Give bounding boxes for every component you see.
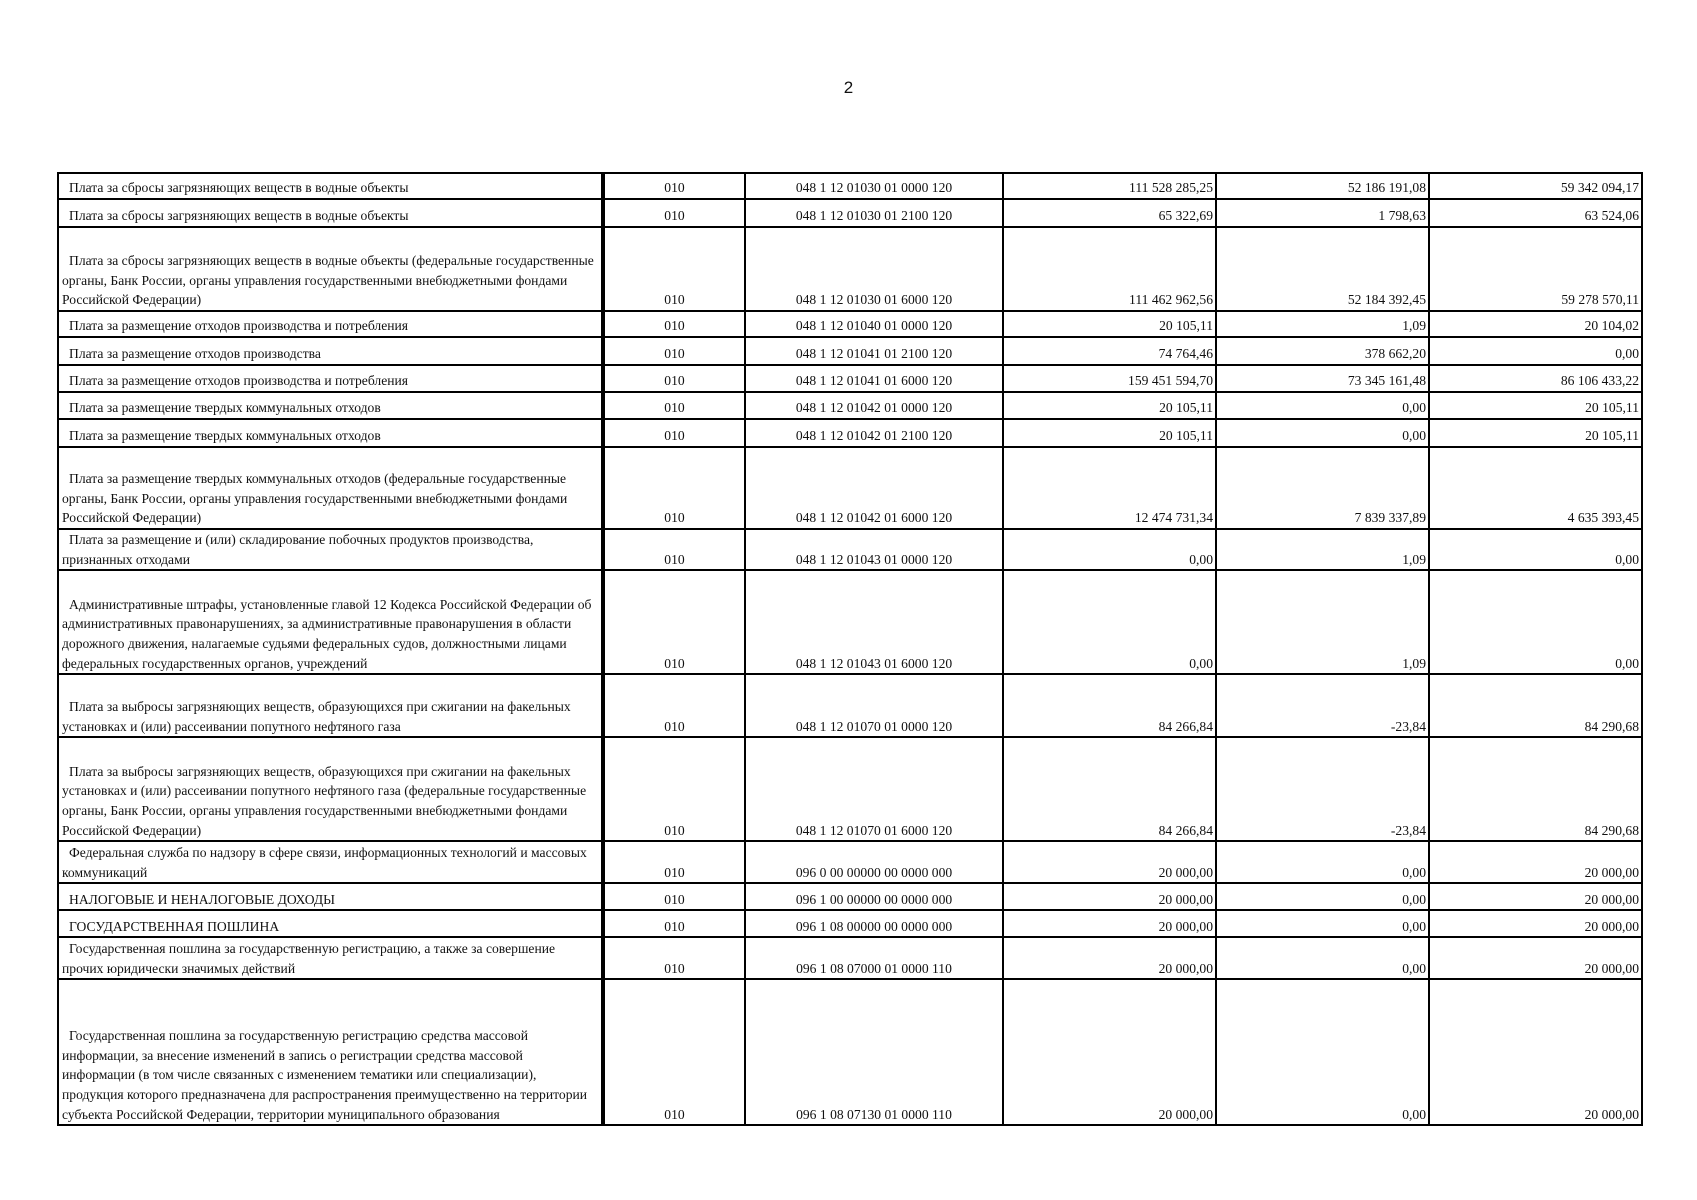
cell-value-2: 0,00	[1216, 392, 1429, 419]
cell-value-2: 1,09	[1216, 529, 1429, 570]
cell-line-code: 010	[603, 937, 745, 979]
cell-budget-code: 048 1 12 01042 01 6000 120	[745, 447, 1003, 529]
cell-line-code: 010	[603, 447, 745, 529]
cell-value-2: 0,00	[1216, 883, 1429, 910]
cell-value-3: 59 342 094,17	[1429, 173, 1642, 199]
cell-value-2: 1,09	[1216, 311, 1429, 337]
table-row	[58, 737, 1642, 841]
table-row	[58, 173, 1642, 199]
table-row	[58, 199, 1642, 227]
cell-line-code: 010	[603, 841, 745, 883]
cell-value-3: 63 524,06	[1429, 199, 1642, 227]
row-name-text: Плата за выбросы загрязняющих веществ, образующихся при сжигании на факельных установках и (или) рассеивании попутного нефтяного газа (федеральные государственные органы, Банк России, органы управления государственными внебюджетными фондами Российской Федерации)	[62, 763, 587, 838]
table-row	[58, 529, 1642, 570]
cell-value-1: 74 764,46	[1003, 337, 1216, 365]
row-name-text: Плата за сбросы загрязняющих веществ в водные объекты	[69, 180, 409, 196]
row-name-text: Плата за размещение отходов производства	[69, 346, 321, 362]
cell-line-code: 010	[603, 737, 745, 841]
cell-value-1: 20 000,00	[1003, 841, 1216, 883]
table-row	[58, 365, 1642, 392]
cell-value-3: 59 278 570,11	[1429, 227, 1642, 311]
cell-budget-code: 048 1 12 01030 01 2100 120	[745, 199, 1003, 227]
row-name-text: Плата за размещение твердых коммунальных отходов (федеральные государственные органы, Банк России, органы управления государственными внебюджетными фондами Российской Федерации)	[62, 471, 568, 526]
cell-name	[58, 365, 603, 392]
cell-name	[58, 570, 603, 674]
cell-value-1: 20 000,00	[1003, 979, 1216, 1125]
cell-line-code: 010	[603, 674, 745, 737]
cell-name	[58, 979, 603, 1125]
cell-value-2: 0,00	[1216, 937, 1429, 979]
cell-budget-code: 048 1 12 01041 01 2100 120	[745, 337, 1003, 365]
cell-line-code: 010	[603, 199, 745, 227]
cell-budget-code: 096 1 08 07130 01 0000 110	[745, 979, 1003, 1125]
revenue-table	[57, 172, 1643, 1126]
cell-value-3: 20 105,11	[1429, 419, 1642, 447]
cell-budget-code: 048 1 12 01043 01 0000 120	[745, 529, 1003, 570]
cell-value-3: 20 104,02	[1429, 311, 1642, 337]
cell-budget-code: 048 1 12 01042 01 2100 120	[745, 419, 1003, 447]
cell-value-3: 20 000,00	[1429, 883, 1642, 910]
cell-budget-code: 048 1 12 01040 01 0000 120	[745, 311, 1003, 337]
cell-value-1: 0,00	[1003, 529, 1216, 570]
cell-name	[58, 419, 603, 447]
cell-line-code: 010	[603, 173, 745, 199]
cell-line-code: 010	[603, 365, 745, 392]
cell-line-code: 010	[603, 529, 745, 570]
cell-budget-code: 048 1 12 01030 01 0000 120	[745, 173, 1003, 199]
row-name-text: НАЛОГОВЫЕ И НЕНАЛОГОВЫЕ ДОХОДЫ	[69, 891, 336, 907]
cell-name	[58, 937, 603, 979]
cell-budget-code: 096 1 00 00000 00 0000 000	[745, 883, 1003, 910]
cell-value-1: 111 462 962,56	[1003, 227, 1216, 311]
cell-value-1: 20 105,11	[1003, 311, 1216, 337]
table-row	[58, 674, 1642, 737]
cell-value-2: 52 186 191,08	[1216, 173, 1429, 199]
cell-budget-code: 048 1 12 01041 01 6000 120	[745, 365, 1003, 392]
cell-budget-code: 048 1 12 01030 01 6000 120	[745, 227, 1003, 311]
cell-name	[58, 173, 603, 199]
cell-value-3: 84 290,68	[1429, 674, 1642, 737]
cell-name	[58, 199, 603, 227]
cell-value-1: 20 105,11	[1003, 392, 1216, 419]
cell-value-2: 378 662,20	[1216, 337, 1429, 365]
cell-line-code: 010	[603, 227, 745, 311]
cell-value-3: 20 105,11	[1429, 392, 1642, 419]
row-name-text: Плата за размещение твердых коммунальных отходов	[69, 428, 381, 444]
cell-value-1: 84 266,84	[1003, 737, 1216, 841]
table-row	[58, 227, 1642, 311]
cell-value-2: 1 798,63	[1216, 199, 1429, 227]
cell-value-2: 0,00	[1216, 419, 1429, 447]
cell-budget-code: 048 1 12 01070 01 6000 120	[745, 737, 1003, 841]
cell-line-code: 010	[603, 337, 745, 365]
cell-budget-code: 096 0 00 00000 00 0000 000	[745, 841, 1003, 883]
cell-line-code: 010	[603, 979, 745, 1125]
cell-line-code: 010	[603, 419, 745, 447]
cell-value-2: 0,00	[1216, 841, 1429, 883]
cell-value-2: 1,09	[1216, 570, 1429, 674]
cell-value-2: 7 839 337,89	[1216, 447, 1429, 529]
cell-name	[58, 910, 603, 937]
cell-value-3: 20 000,00	[1429, 841, 1642, 883]
cell-value-1: 20 105,11	[1003, 419, 1216, 447]
row-name-text: Федеральная служба по надзору в сфере связи, информационных технологий и массовых коммуникаций	[62, 845, 587, 880]
cell-value-3: 0,00	[1429, 337, 1642, 365]
cell-value-1: 159 451 594,70	[1003, 365, 1216, 392]
cell-name	[58, 311, 603, 337]
cell-budget-code: 048 1 12 01042 01 0000 120	[745, 392, 1003, 419]
cell-line-code: 010	[603, 883, 745, 910]
row-name-text: Плата за размещение отходов производства и потребления	[69, 318, 409, 334]
cell-value-1: 12 474 731,34	[1003, 447, 1216, 529]
cell-value-2: 73 345 161,48	[1216, 365, 1429, 392]
cell-value-3: 0,00	[1429, 529, 1642, 570]
cell-value-3: 86 106 433,22	[1429, 365, 1642, 392]
cell-line-code: 010	[603, 392, 745, 419]
cell-name	[58, 392, 603, 419]
cell-value-3: 20 000,00	[1429, 937, 1642, 979]
page-number: 2	[843, 78, 854, 97]
cell-name	[58, 737, 603, 841]
table-row	[58, 979, 1642, 1125]
cell-line-code: 010	[603, 311, 745, 337]
table-row	[58, 841, 1642, 883]
cell-value-1: 20 000,00	[1003, 937, 1216, 979]
cell-value-3: 0,00	[1429, 570, 1642, 674]
row-name-text: Государственная пошлина за государственную регистрацию средства массовой информации, за внесение изменений в запись о регистрации средства массовой информации (в том числе связанных с изменением тематики или специализации), продукция которого предназначена для распространения преимущественно на территории субъекта Российской Федерации, территории муниципального образования	[62, 1028, 588, 1122]
row-name-text: Государственная пошлина за государственную регистрацию, а также за совершение прочих юридически значимых действий	[62, 941, 556, 976]
row-name-text: Плата за выбросы загрязняющих веществ, образующихся при сжигании на факельных установках и (или) рассеивании попутного нефтяного газа	[62, 699, 571, 734]
cell-value-1: 20 000,00	[1003, 910, 1216, 937]
table-row	[58, 447, 1642, 529]
table-row	[58, 883, 1642, 910]
cell-budget-code: 048 1 12 01043 01 6000 120	[745, 570, 1003, 674]
cell-value-3: 20 000,00	[1429, 979, 1642, 1125]
cell-value-3: 20 000,00	[1429, 910, 1642, 937]
cell-name	[58, 337, 603, 365]
cell-value-1: 0,00	[1003, 570, 1216, 674]
cell-budget-code: 096 1 08 00000 00 0000 000	[745, 910, 1003, 937]
cell-value-1: 84 266,84	[1003, 674, 1216, 737]
row-name-text: Плата за сбросы загрязняющих веществ в водные объекты	[69, 208, 409, 224]
cell-value-2: 52 184 392,45	[1216, 227, 1429, 311]
table-row	[58, 570, 1642, 674]
cell-budget-code: 048 1 12 01070 01 0000 120	[745, 674, 1003, 737]
row-name-text: Плата за размещение отходов производства и потребления	[69, 373, 409, 389]
cell-name	[58, 674, 603, 737]
cell-value-1: 20 000,00	[1003, 883, 1216, 910]
table-row	[58, 337, 1642, 365]
cell-value-2: -23,84	[1216, 674, 1429, 737]
cell-value-2: 0,00	[1216, 910, 1429, 937]
cell-name	[58, 529, 603, 570]
cell-name	[58, 227, 603, 311]
table-row	[58, 311, 1642, 337]
cell-value-1: 65 322,69	[1003, 199, 1216, 227]
table-row	[58, 419, 1642, 447]
cell-value-3: 84 290,68	[1429, 737, 1642, 841]
row-name-text: Плата за сбросы загрязняющих веществ в водные объекты (федеральные государственные органы, Банк России, органы управления государственными внебюджетными фондами Российской Федерации)	[62, 253, 594, 308]
cell-name	[58, 841, 603, 883]
table-row	[58, 392, 1642, 419]
row-name-text: Плата за размещение твердых коммунальных отходов	[69, 400, 381, 416]
cell-value-2: -23,84	[1216, 737, 1429, 841]
cell-name	[58, 883, 603, 910]
row-name-text: Плата за размещение и (или) складирование побочных продуктов производства, признанных отходами	[62, 532, 534, 567]
cell-value-3: 4 635 393,45	[1429, 447, 1642, 529]
row-name-text: Административные штрафы, установленные главой 12 Кодекса Российской Федерации об административных правонарушениях, за административные правонарушения в области дорожного движения, налагаемые судьями федеральных судов, должностными лицами федеральных государственных органов, учреждений	[62, 596, 592, 671]
cell-line-code: 010	[603, 570, 745, 674]
cell-value-1: 111 528 285,25	[1003, 173, 1216, 199]
cell-line-code: 010	[603, 910, 745, 937]
table-body	[58, 173, 1642, 1125]
table-row	[58, 910, 1642, 937]
cell-value-2: 0,00	[1216, 979, 1429, 1125]
row-name-text: ГОСУДАРСТВЕННАЯ ПОШЛИНА	[69, 918, 280, 934]
table-row	[58, 937, 1642, 979]
cell-budget-code: 096 1 08 07000 01 0000 110	[745, 937, 1003, 979]
cell-name	[58, 447, 603, 529]
